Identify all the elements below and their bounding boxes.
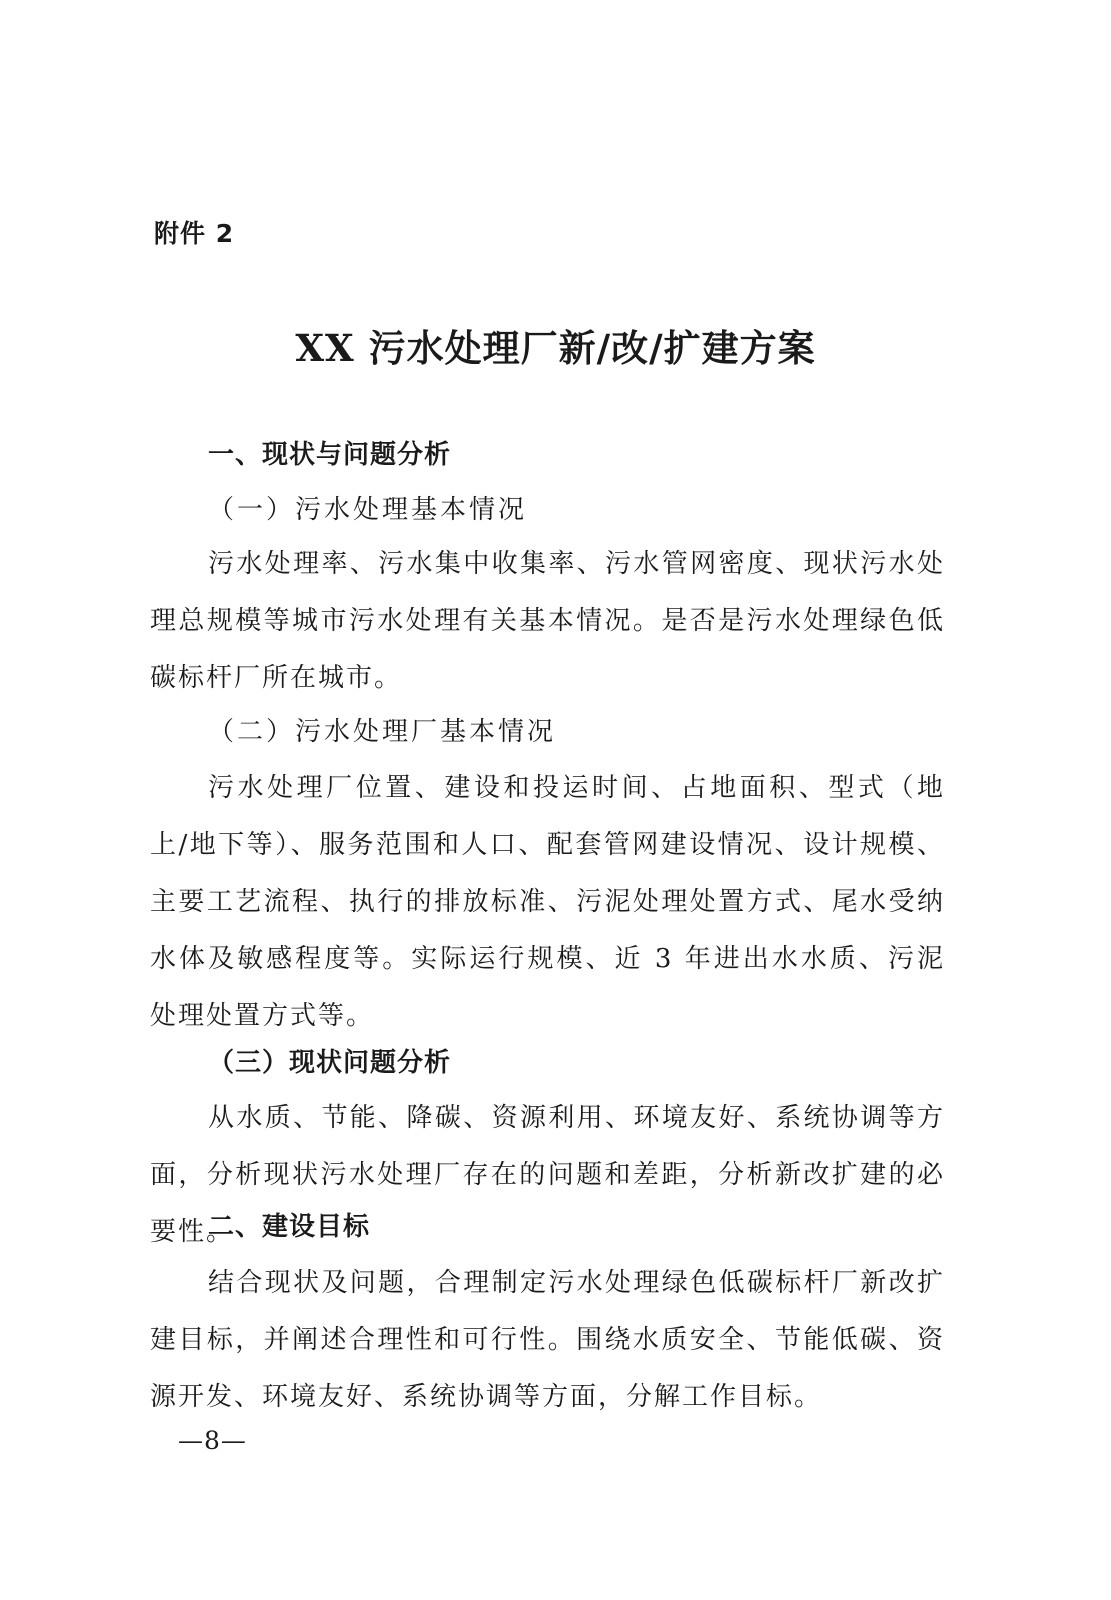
subsection-heading-plant-situation: （二）污水处理厂基本情况 [208,717,557,747]
page-number: —8— [178,1426,247,1455]
attachment-label: 附件 2 [154,219,235,248]
paragraph-plant-situation: 污水处理厂位置、建设和投运时间、占地面积、型式（地上/地下等）、服务范围和人口、配套管网建设情况、设计规模、主要工艺流程、执行的排放标准、污泥处理处置方式、尾水受纳水体及敏感程度等。实际运行规模、近 3 年进出水水质、污泥处理处置方式等。 [150,773,945,1031]
paragraph-construction-goals: 结合现状及问题，合理制定污水处理绿色低碳标杆厂新改扩建目标，并阐述合理性和可行性。围绕水质安全、节能低碳、资源开发、环境友好、系统协调等方面，分解工作目标。 [150,1268,945,1412]
section-heading-status-analysis: 一、现状与问题分析 [208,440,452,470]
paragraph-problem-analysis: 从水质、节能、降碳、资源利用、环境友好、系统协调等方面，分析现状污水处理厂存在的问题和差距，分析新改扩建的必要性。 [150,1103,945,1247]
subsection-heading-problem-analysis: （三）现状问题分析 [208,1048,452,1078]
subsection-heading-basic-situation: （一）污水处理基本情况 [208,495,528,525]
section-heading-construction-goals: 二、建设目标 [208,1212,371,1242]
paragraph-basic-situation: 污水处理率、污水集中收集率、污水管网密度、现状污水处理总规模等城市污水处理有关基本情况。是否是污水处理绿色低碳标杆厂所在城市。 [150,549,945,693]
document-title: XX 污水处理厂新/改/扩建方案 [295,326,816,370]
